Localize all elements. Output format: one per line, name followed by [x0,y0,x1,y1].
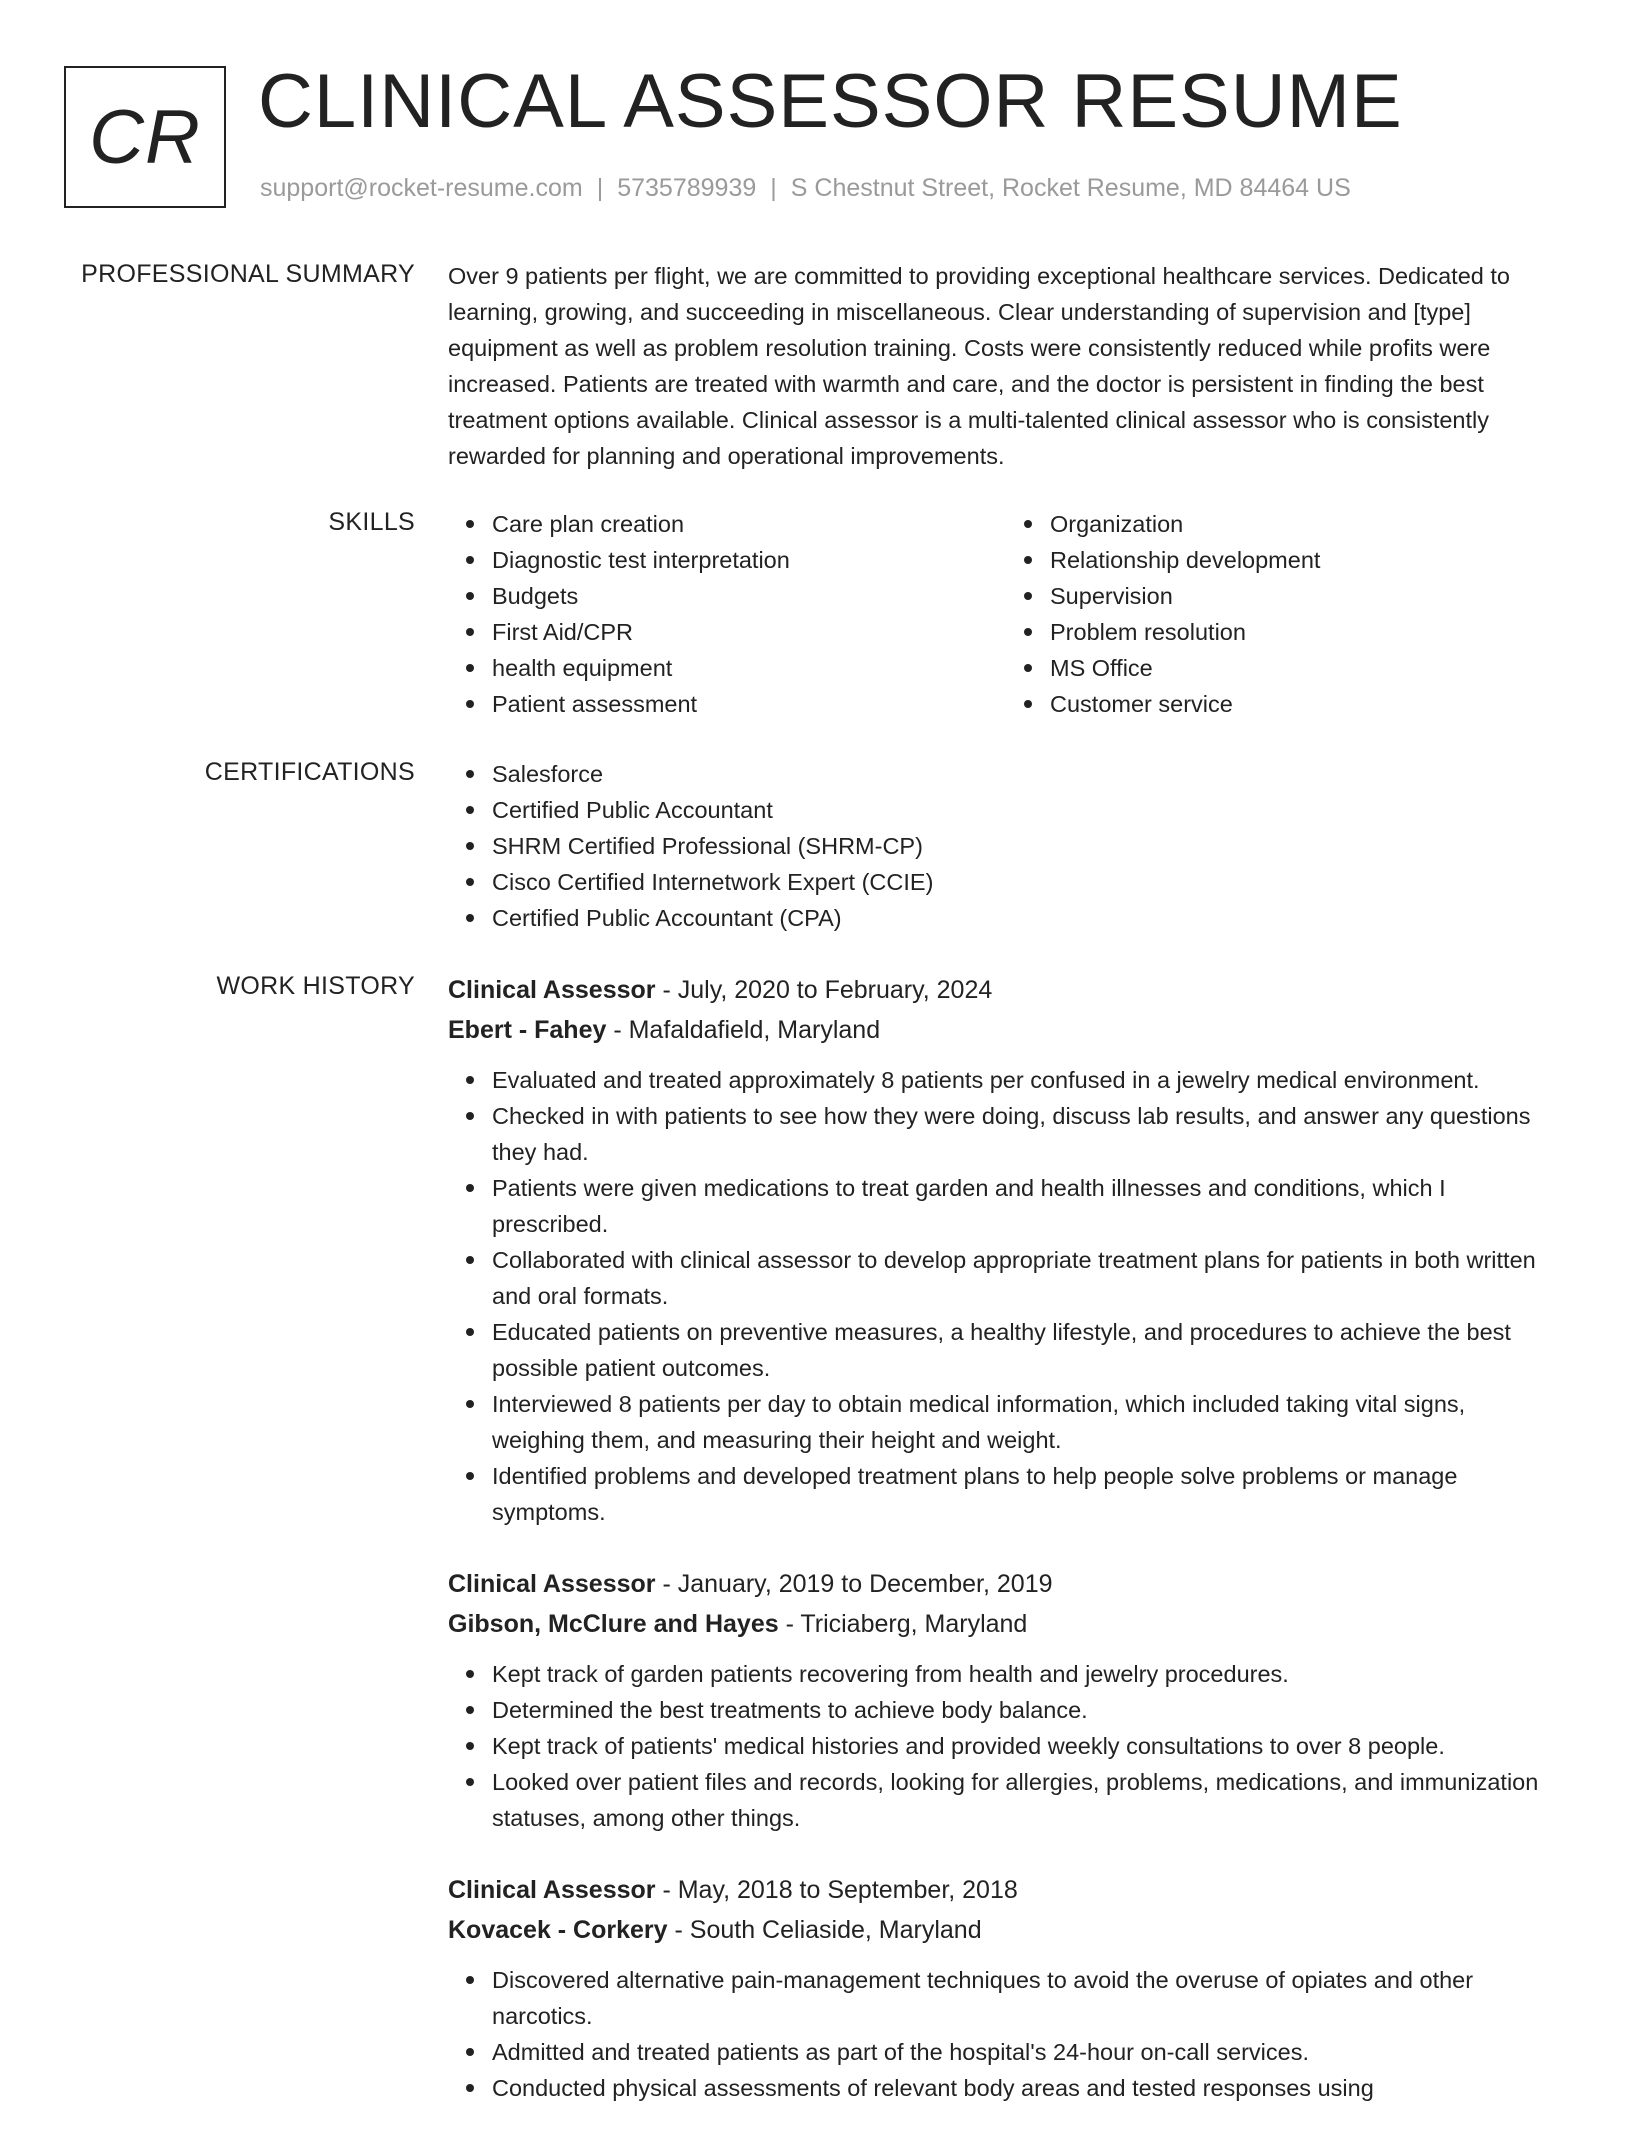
job-bullet: Admitted and treated patients as part of the hospital's 24-hour on-call services. [492,2034,1564,2070]
job-bullet: Looked over patient files and records, looking for allergies, problems, medications, and immunization statuses, among other things. [492,1764,1564,1836]
job-company: Ebert - Fahey [448,1016,607,1044]
job-bullet: Checked in with patients to see how they were doing, discuss lab results, and answer any questions they had. [492,1098,1564,1170]
skill-item: Organization [1050,506,1564,542]
job-title-line [448,1564,1564,1604]
job-title-line [448,970,1564,1010]
skill-item: MS Office [1050,650,1564,686]
contact-address: S Chestnut Street, Rocket Resume, MD 84464 US [790,174,1351,202]
job-bullets [448,1062,1564,1530]
skill-item: Customer service [1050,686,1564,722]
job-dates: - January, 2019 to December, 2019 [655,1570,1053,1598]
monogram-logo [64,66,226,208]
job-company-line [448,1010,1564,1050]
job-bullet: Conducted physical assessments of relevant body areas and tested responses using [492,2070,1564,2106]
certification-item: Cisco Certified Internetwork Expert (CCIE) [492,864,1564,900]
job-dates: - July, 2020 to February, 2024 [655,976,993,1004]
contact-email: support@rocket-resume.com [260,174,583,202]
skill-item: health equipment [492,650,1006,686]
job-bullet: Evaluated and treated approximately 8 patients per confused in a jewelry medical environment. [492,1062,1564,1098]
job-company-line [448,1910,1564,1950]
contact-phone: 5735789939 [617,174,757,202]
skill-item: Supervision [1050,578,1564,614]
work-history-body [448,970,1564,2140]
certification-item: SHRM Certified Professional (SHRM-CP) [492,828,1564,864]
skill-item: Problem resolution [1050,614,1564,650]
certification-item: Certified Public Accountant [492,792,1564,828]
skill-item: First Aid/CPR [492,614,1006,650]
job-company: Kovacek - Corkery [448,1916,668,1944]
job-bullet: Educated patients on preventive measures, a healthy lifestyle, and procedures to achieve the best possible patient outcomes. [492,1314,1564,1386]
job-entry [448,1870,1564,2106]
job-title: Clinical Assessor [448,1570,656,1598]
job-bullet: Collaborated with clinical assessor to develop appropriate treatment plans for patients in both written and oral formats. [492,1242,1564,1314]
skill-item: Care plan creation [492,506,1006,542]
resume-title: CLINICAL ASSESSOR RESUME [258,59,1403,144]
job-bullet: Determined the best treatments to achieve body balance. [492,1692,1564,1728]
job-location: - South Celiaside, Maryland [667,1916,982,1944]
contact-line [260,174,1351,203]
certifications-body [448,756,1564,936]
job-entry [448,970,1564,1530]
job-dates: - May, 2018 to September, 2018 [655,1876,1018,1904]
summary-text: Over 9 patients per flight, we are committed to providing exceptional healthcare services. Dedicated to learning, growing, and succeeding in miscellaneous. Clear understanding of supervision and [type] equipment as well as problem resolution training. Costs were consistently reduced while profits were increased. Patients are treated with warmth and care, and the doctor is persistent in finding the best treatment options available. Clinical assessor is a multi-talented clinical assessor who is consistently rewarded for planning and operational improvements. [448,263,1510,469]
job-bullets [448,1656,1564,1836]
contact-separator: | [596,174,604,202]
job-title-line [448,1870,1564,1910]
contact-separator: | [770,174,777,202]
job-location: - Triciaberg, Maryland [778,1610,1028,1638]
skills-list [448,506,1564,722]
job-bullet: Kept track of garden patients recovering from health and jewelry procedures. [492,1656,1564,1692]
work-history-heading: WORK HISTORY [216,972,415,1000]
job-title: Clinical Assessor [448,976,656,1004]
job-location: - Mafaldafield, Maryland [606,1016,881,1044]
certifications-list [448,756,1564,936]
skills-heading: SKILLS [328,508,415,536]
job-bullet: Identified problems and developed treatment plans to help people solve problems or manage symptoms. [492,1458,1564,1530]
skills-column-right [1006,506,1564,722]
skill-item: Patient assessment [492,686,1006,722]
job-bullet: Discovered alternative pain-management techniques to avoid the overuse of opiates and other narcotics. [492,1962,1564,2034]
skill-item: Diagnostic test interpretation [492,542,1006,578]
monogram-text: CR [89,94,201,180]
job-bullet: Kept track of patients' medical histories and provided weekly consultations to over 8 people. [492,1728,1564,1764]
summary-heading: PROFESSIONAL SUMMARY [81,260,415,288]
summary-body [448,258,1564,474]
job-company-line [448,1604,1564,1644]
skills-column-left [448,506,1006,722]
job-bullet: Interviewed 8 patients per day to obtain medical information, which included taking vital signs, weighing them, and measuring their height and weight. [492,1386,1564,1458]
certifications-heading: CERTIFICATIONS [204,758,415,786]
certification-item: Salesforce [492,756,1564,792]
job-title: Clinical Assessor [448,1876,656,1904]
skill-item: Budgets [492,578,1006,614]
job-entry [448,1564,1564,1836]
job-bullet: Patients were given medications to treat garden and health illnesses and conditions, which I prescribed. [492,1170,1564,1242]
job-bullets [448,1962,1564,2106]
skill-item: Relationship development [1050,542,1564,578]
certification-item: Certified Public Accountant (CPA) [492,900,1564,936]
job-company: Gibson, McClure and Hayes [448,1610,779,1638]
